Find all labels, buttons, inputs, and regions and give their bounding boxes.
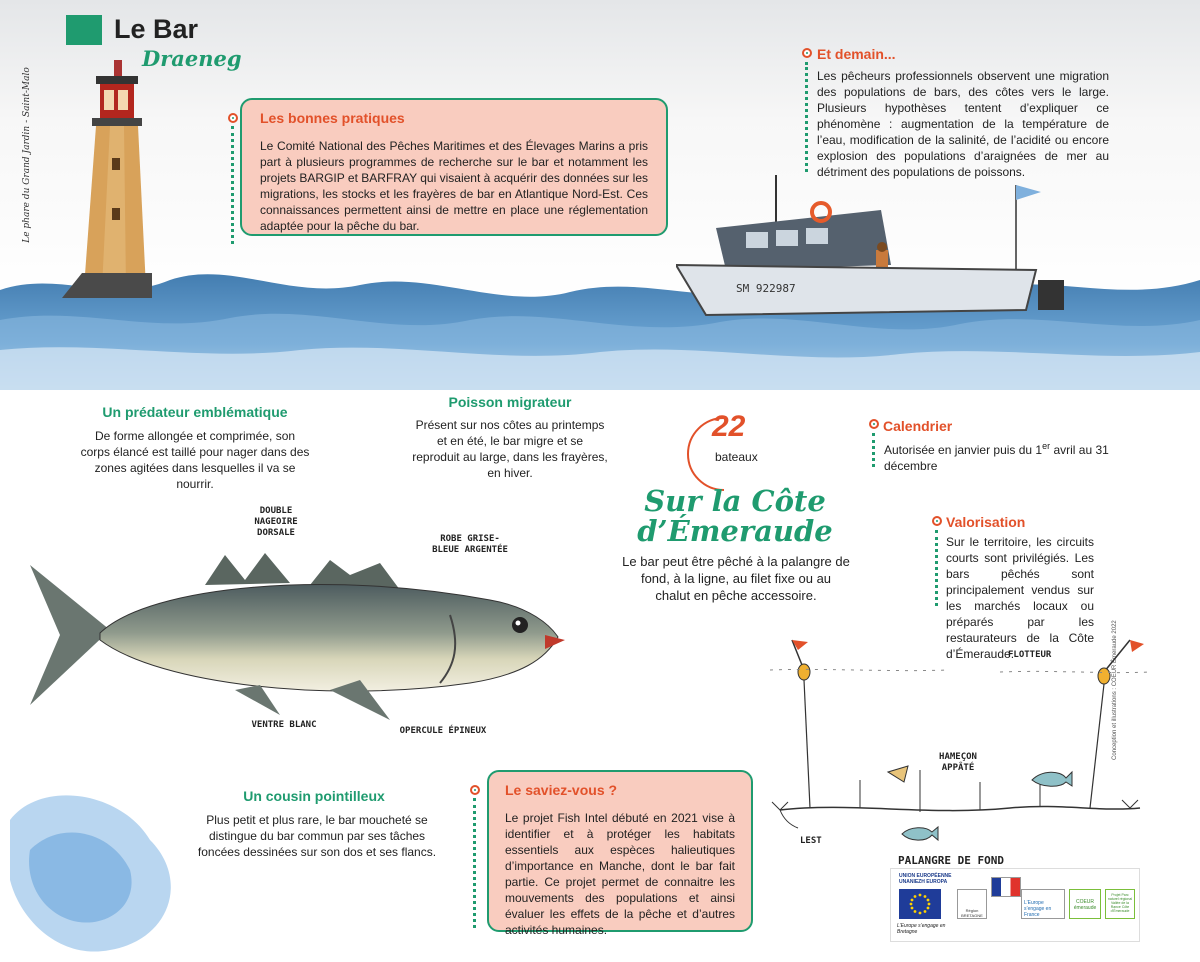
location-pin-icon — [802, 48, 812, 58]
eu-slogan: L’Europe s’engage en Bretagne — [897, 923, 946, 935]
migrateur-heading: Poisson migrateur — [448, 394, 572, 410]
valorisation-heading: Valorisation — [946, 514, 1026, 530]
robe-label: ROBE GRISE-BLEUE ARGENTÉE — [432, 534, 508, 555]
bonnes-pratiques-text: Le Comité National des Pêches Maritimes et des Élevages Marins a pris part à plusieurs programmes de recherche sur le bar et notamment les projets BARGIP et BARFRAY qui visaient à acquérir des données sur les migrations, les stocks et les frayères de bar en Atlantique Nord-Est. Ces connaissances permettent ainsi de mettre en place une réglementation adaptée pour la pêche du bar. — [260, 139, 648, 233]
coeur-emeraude-logo: COEUR émeraude — [1069, 889, 1101, 919]
valorisation-text: Sur le territoire, les circuits courts sont privilégiés. Les bars pêchés sont principalement vendus sur les marchés locaux ou préparés par les restaurateurs de la Côte d’Émeraude. — [946, 535, 1094, 661]
watercolor-splash — [0, 780, 210, 962]
dorsale-label: DOUBLE NAGEOIRE DORSALE — [254, 506, 298, 538]
dotted-guide — [805, 62, 808, 172]
bateaux-label: bateaux — [715, 450, 758, 464]
bonnes-pratiques-box — [240, 98, 668, 236]
region-bretagne-logo: Région BRETAGNE — [957, 889, 987, 919]
cousin-text: Plus petit et plus rare, le bar moucheté se distingue du bar commun par ses tâches foncées dessinées sur son dos et ses flancs. — [197, 813, 437, 859]
predateur-text: De forme allongée et comprimée, son corps élancé est taillé pour nager dans des zones agitées dans lesquelles il va se nourrir. — [80, 429, 310, 491]
longline-diagram — [770, 630, 1150, 850]
flotteur-label: FLOTTEUR — [1008, 650, 1052, 660]
partner-logos — [890, 868, 1140, 942]
page-title: Le Bar — [114, 14, 199, 44]
predateur-heading: Un prédateur emblématique — [102, 404, 288, 420]
location-pin-icon — [869, 419, 879, 429]
lighthouse-illustration — [62, 58, 152, 298]
bateaux-count: 22 — [712, 410, 746, 443]
dotted-guide — [872, 433, 875, 467]
saviez-vous-text: Le projet Fish Intel débuté en 2021 vise à identifier et à protéger les habitats essentiels aux espèces halieutiques d’importance en Manche, dont le bar fait partie. Ce projet permet de connaitre les mouvements des populations et ainsi évaluer les effets de la pêche et d’autres activités humaines. — [505, 811, 735, 937]
dotted-guide — [935, 530, 938, 606]
calendrier-heading: Calendrier — [883, 418, 953, 434]
feamp-logo: L’Europe s’engage en France — [1021, 889, 1065, 919]
saviez-vous-box — [487, 770, 753, 937]
cousin-heading: Un cousin pointilleux — [243, 788, 385, 804]
cote-emeraude-title: Sur la Côte d’Émeraude — [637, 484, 833, 548]
page-subtitle: Draeneg — [142, 46, 242, 71]
fishing-boat-illustration — [676, 170, 1096, 340]
et-demain-text: Les pêcheurs professionnels observent une migration des populations de bars, des côtes vers le large. Plusieurs hypothèses tentent d’expliquer ce phénomène : augmentation de la température de l’eau, modification de la salinité, de l’acidité ou encore explosion des populations d’araignées de mer au détriment des populations de poissons. — [817, 69, 1109, 179]
eu-flag-icon — [899, 889, 941, 919]
cote-emeraude-text: Le bar peut être pêché à la palangre de fond, à la ligne, au filet fixe ou au chalut en pêche accessoire. — [622, 554, 850, 603]
palangre-title: PALANGRE DE FOND — [898, 854, 1004, 867]
dotted-guide — [473, 798, 476, 928]
republique-francaise-logo — [991, 877, 1021, 897]
hamecon-label: HAMEÇON APPÂTÉ — [939, 752, 977, 773]
eu-logo-text: UNION EUROPÉENNE UNANIEZH EUROPA — [899, 873, 952, 885]
lighthouse-caption: Le phare du Grand Jardin - Saint-Malo — [22, 67, 32, 243]
location-pin-icon — [470, 785, 480, 795]
sea-bass-illustration — [30, 545, 570, 745]
calendrier-text: Autorisée en janvier puis du 1er avril au 31 décembre — [884, 441, 1109, 473]
migrateur-text: Présent sur nos côtes au printemps et en été, le bar migre et se reproduit au large, dans les frayères, en hiver. — [412, 418, 608, 480]
dotted-guide — [231, 126, 234, 244]
bonnes-pratiques-heading: Les bonnes pratiques — [260, 110, 405, 126]
location-pin-icon — [932, 516, 942, 526]
saviez-vous-heading: Le saviez-vous ? — [505, 782, 618, 798]
credits-text: Conception et illustrations : COEUR Émeraude 2022 — [1112, 620, 1118, 760]
location-pin-icon — [228, 113, 238, 123]
title-square — [66, 15, 102, 45]
ventre-label: VENTRE BLANC — [251, 720, 317, 730]
boat-registration: SM 922987 — [736, 282, 796, 295]
et-demain-heading: Et demain... — [817, 46, 896, 62]
opercule-label: OPERCULE ÉPINEUX — [399, 726, 487, 736]
projet-pnr-logo: Projet Parc naturel régional Vallée de la Rance Côte d’Émeraude — [1105, 889, 1135, 919]
lest-label: LEST — [800, 836, 822, 846]
